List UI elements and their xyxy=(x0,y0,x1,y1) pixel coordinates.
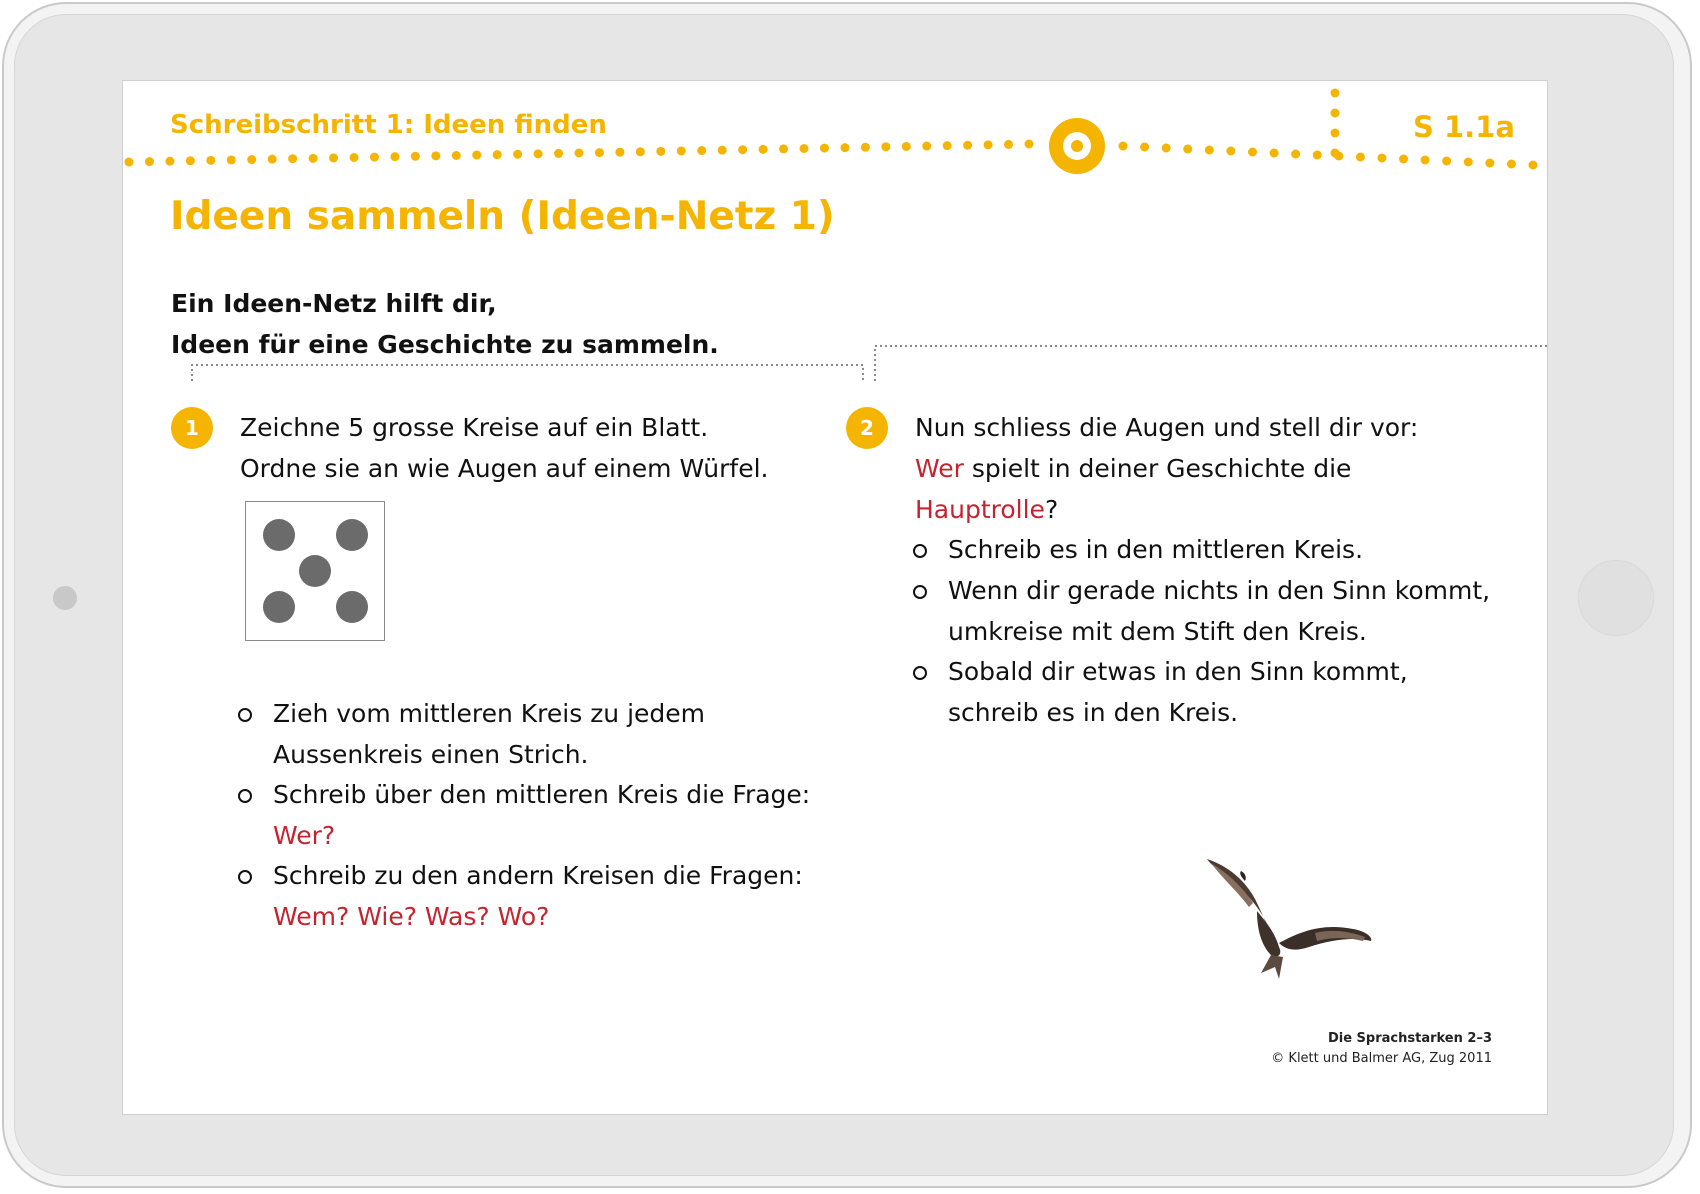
step-2-bullet-2 xyxy=(948,570,1490,652)
dice-pip xyxy=(299,555,331,587)
bullet-circle-icon xyxy=(238,708,252,722)
step-2-bullet-2-line-1: Wenn dir gerade nichts in den Sinn kommt, xyxy=(948,576,1491,605)
dice-pip xyxy=(336,519,368,551)
step-1-bullet-1-line-2: Aussenkreis einen Strich. xyxy=(273,740,589,769)
dice-five-icon xyxy=(245,501,385,641)
step-2-line-1: Nun schliess die Augen und stell dir vor: xyxy=(915,413,1419,442)
step-1-instructions xyxy=(240,407,768,489)
step-1-bullet-1-line-1: Zieh vom mittleren Kreis zu jedem xyxy=(273,699,706,728)
book-title: Die Sprachstarken 2–3 xyxy=(1327,1031,1492,1046)
camera-icon xyxy=(53,586,77,610)
step-1-line-1: Zeichne 5 grosse Kreise auf ein Blatt. xyxy=(240,413,709,442)
question-wer: Wer? xyxy=(273,821,336,850)
dice-pip xyxy=(263,591,295,623)
page-title: Ideen sammeln (Ideen-Netz 1) xyxy=(170,194,835,239)
step-1-bullet-1 xyxy=(273,693,705,775)
step-1-badge: 1 xyxy=(171,407,213,449)
highlight-hauptrolle: Hauptrolle xyxy=(915,495,1045,524)
bullet-circle-icon xyxy=(913,585,927,599)
step-2-badge: 2 xyxy=(846,407,888,449)
schreibschritt-label: Schreibschritt 1: Ideen finden xyxy=(170,110,607,140)
step-2-bullet-1: Schreib es in den mittleren Kreis. xyxy=(948,535,1364,564)
intro-line-1: Ein Ideen-Netz hilft dir, xyxy=(171,289,497,318)
step-2-line-2-rest: spielt in deiner Geschichte die xyxy=(963,454,1352,483)
worksheet-code: S 1.1a xyxy=(1413,110,1515,144)
bird-illustration xyxy=(1205,851,1375,981)
step-2-line-3 xyxy=(915,489,1418,530)
footer-credits xyxy=(1271,1029,1492,1069)
bullet-circle-icon xyxy=(913,666,927,680)
step-2-bullet-3-line-1: Sobald dir etwas in den Sinn kommt, xyxy=(948,657,1408,686)
intro-line-2: Ideen für eine Geschichte zu sammeln. xyxy=(171,330,719,359)
step-2-bullet-3 xyxy=(948,651,1408,733)
dice-pip xyxy=(336,591,368,623)
step-1-bullet-2 xyxy=(273,774,810,856)
highlight-wer: Wer xyxy=(915,454,964,483)
bullet-circle-icon xyxy=(238,789,252,803)
bullet-circle-icon xyxy=(913,544,927,558)
step-2-instructions xyxy=(915,407,1418,530)
bullet-circle-icon xyxy=(238,870,252,884)
home-button[interactable] xyxy=(1578,560,1654,636)
dice-pip xyxy=(263,519,295,551)
questions-wem-wie-was-wo: Wem? Wie? Was? Wo? xyxy=(273,902,550,931)
step-1-bullet-2-line-1: Schreib über den mittleren Kreis die Frage: xyxy=(273,780,811,809)
step-2-line-2 xyxy=(915,448,1418,489)
worksheet-page xyxy=(122,80,1548,1115)
step-1-bullet-3-line-1: Schreib zu den andern Kreisen die Fragen: xyxy=(273,861,803,890)
step-1-line-2: Ordne sie an wie Augen auf einem Würfel. xyxy=(240,454,769,483)
step-2-line-3-rest: ? xyxy=(1044,495,1059,524)
step-2-bullet-3-line-2: schreib es in den Kreis. xyxy=(948,698,1239,727)
copyright-notice: © Klett und Balmer AG, Zug 2011 xyxy=(1271,1051,1492,1066)
step-1-bullet-3 xyxy=(273,855,803,937)
step-2-bullet-2-line-2: umkreise mit dem Stift den Kreis. xyxy=(948,617,1367,646)
